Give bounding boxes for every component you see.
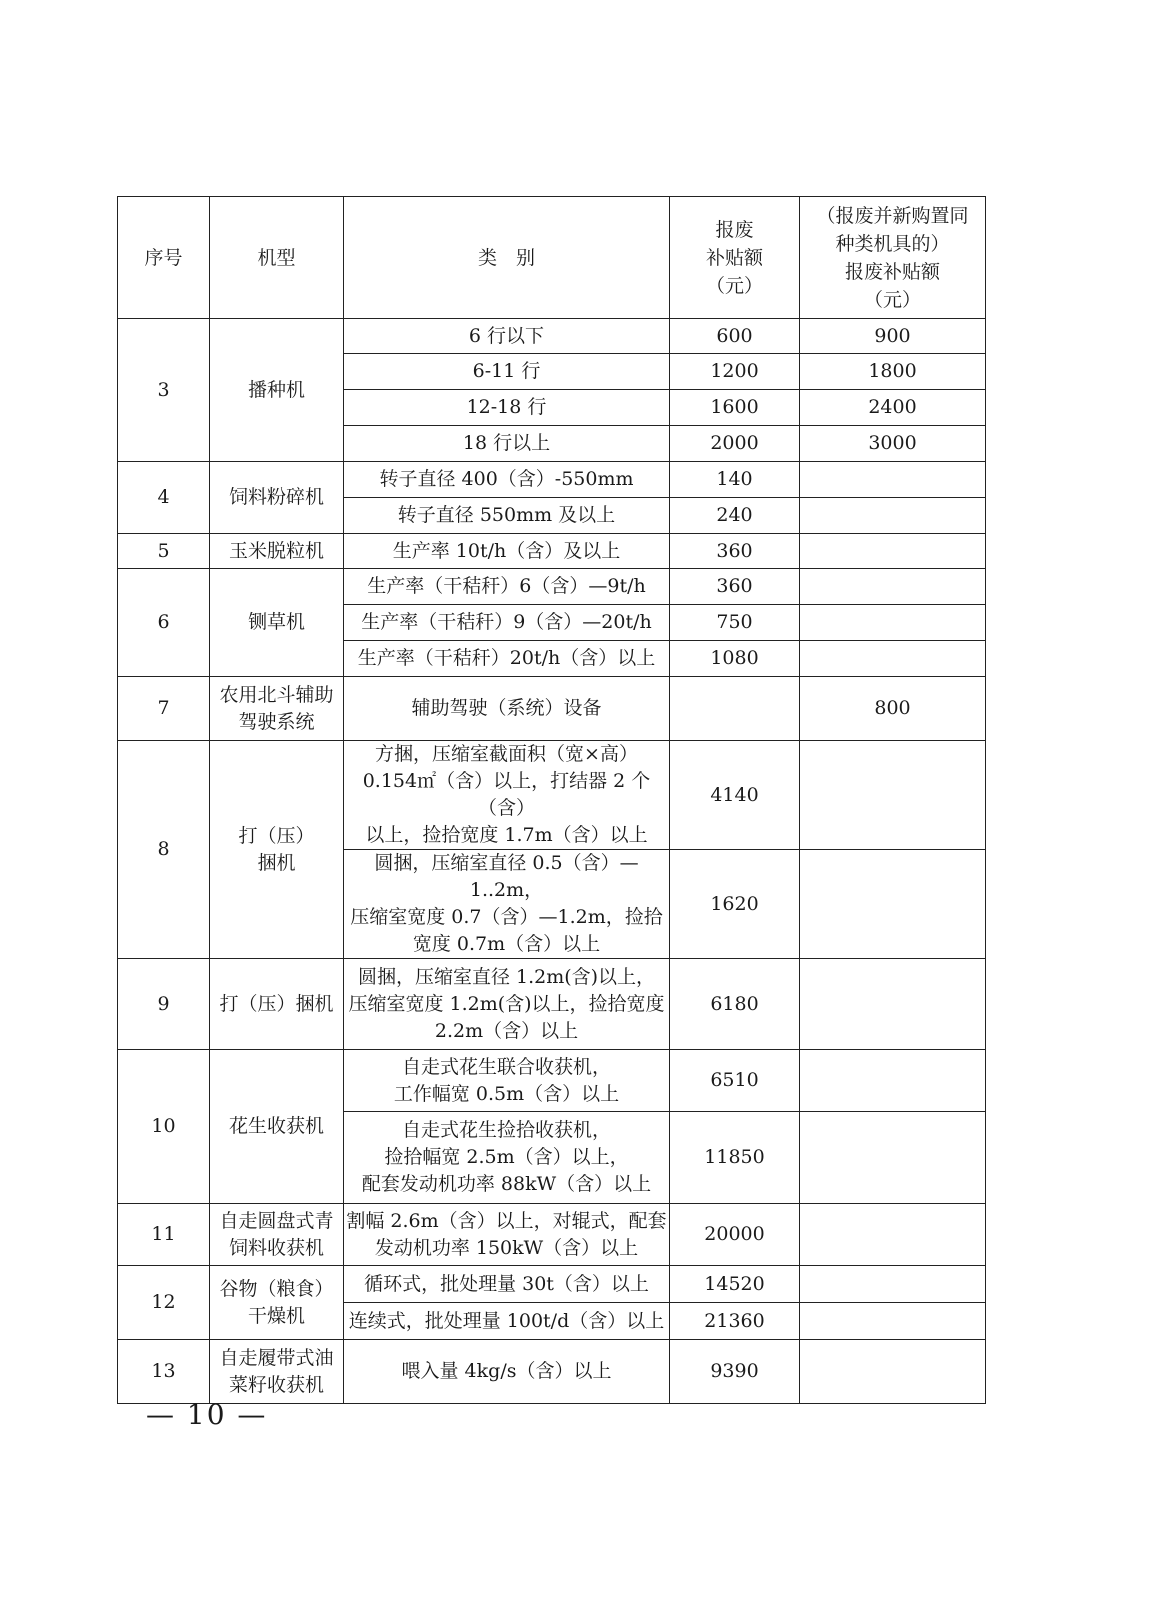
cell-category: 转子直径 550mm 及以上 bbox=[344, 498, 670, 534]
cell-category: 圆捆，压缩室直径 1.2m(含)以上， 压缩室宽度 1.2m(含)以上，捡拾宽度 2.2m（含）以上 bbox=[344, 959, 670, 1050]
cell-subsidy: 6180 bbox=[670, 959, 800, 1050]
cell-subsidy: 1200 bbox=[670, 354, 800, 390]
cell-seq: 3 bbox=[118, 319, 210, 462]
table-body bbox=[118, 319, 986, 1404]
cell-subsidy: 21360 bbox=[670, 1303, 800, 1340]
cell-subsidy: 11850 bbox=[670, 1112, 800, 1204]
cell-category: 方捆，压缩室截面积（宽×高） 0.154㎡（含）以上，打结器 2 个（含） 以上，捡拾宽度 1.7m（含）以上 bbox=[344, 741, 670, 850]
cell-subsidy-new bbox=[800, 1266, 986, 1303]
cell-category: 18 行以上 bbox=[344, 426, 670, 462]
cell-category: 12-18 行 bbox=[344, 390, 670, 426]
cell-subsidy: 20000 bbox=[670, 1204, 800, 1266]
cell-subsidy-new: 900 bbox=[800, 319, 986, 354]
cell-seq: 11 bbox=[118, 1204, 210, 1266]
cell-model: 自走履带式油 菜籽收获机 bbox=[210, 1340, 344, 1404]
header-model: 机型 bbox=[210, 197, 344, 319]
cell-subsidy: 600 bbox=[670, 319, 800, 354]
page-number: — 10 — bbox=[146, 1398, 268, 1431]
cell-seq: 12 bbox=[118, 1266, 210, 1340]
cell-category: 6-11 行 bbox=[344, 354, 670, 390]
cell-category: 生产率（干秸秆）9（含）—20t/h bbox=[344, 605, 670, 641]
cell-model: 打（压）捆机 bbox=[210, 959, 344, 1050]
cell-subsidy bbox=[670, 677, 800, 741]
cell-subsidy: 1080 bbox=[670, 641, 800, 677]
cell-category: 连续式，批处理量 100t/d（含）以上 bbox=[344, 1303, 670, 1340]
cell-subsidy: 1600 bbox=[670, 390, 800, 426]
cell-model: 玉米脱粒机 bbox=[210, 534, 344, 569]
cell-seq: 10 bbox=[118, 1050, 210, 1204]
table-row bbox=[118, 959, 986, 1050]
cell-model: 自走圆盘式青 饲料收获机 bbox=[210, 1204, 344, 1266]
table-row bbox=[118, 1340, 986, 1404]
table-row bbox=[118, 534, 986, 569]
cell-subsidy-new bbox=[800, 462, 986, 498]
cell-subsidy-new: 2400 bbox=[800, 390, 986, 426]
cell-subsidy: 360 bbox=[670, 534, 800, 569]
cell-subsidy-new: 3000 bbox=[800, 426, 986, 462]
header-subsidy-new: （报废并新购置同 种类机具的） 报废补贴额 （元） bbox=[800, 197, 986, 319]
cell-seq: 5 bbox=[118, 534, 210, 569]
table-row bbox=[118, 677, 986, 741]
cell-subsidy-new bbox=[800, 534, 986, 569]
cell-seq: 6 bbox=[118, 569, 210, 677]
cell-subsidy: 1620 bbox=[670, 850, 800, 959]
cell-category: 自走式花生联合收获机， 工作幅宽 0.5m（含）以上 bbox=[344, 1050, 670, 1112]
cell-subsidy-new bbox=[800, 1112, 986, 1204]
cell-subsidy-new bbox=[800, 1340, 986, 1404]
cell-seq: 7 bbox=[118, 677, 210, 741]
cell-subsidy: 6510 bbox=[670, 1050, 800, 1112]
cell-seq: 8 bbox=[118, 741, 210, 959]
cell-seq: 13 bbox=[118, 1340, 210, 1404]
cell-category: 辅助驾驶（系统）设备 bbox=[344, 677, 670, 741]
cell-subsidy-new bbox=[800, 1204, 986, 1266]
cell-subsidy-new bbox=[800, 1050, 986, 1112]
table-row bbox=[118, 1204, 986, 1266]
cell-subsidy-new bbox=[800, 605, 986, 641]
cell-model: 播种机 bbox=[210, 319, 344, 462]
table-row bbox=[118, 462, 986, 498]
cell-category: 喂入量 4kg/s（含）以上 bbox=[344, 1340, 670, 1404]
cell-category: 生产率 10t/h（含）及以上 bbox=[344, 534, 670, 569]
subsidy-table bbox=[117, 196, 986, 1404]
cell-subsidy-new bbox=[800, 959, 986, 1050]
header-subsidy: 报废 补贴额 （元） bbox=[670, 197, 800, 319]
table-row bbox=[118, 1266, 986, 1303]
cell-category: 自走式花生捡拾收获机， 捡拾幅宽 2.5m（含）以上， 配套发动机功率 88kW（含）以上 bbox=[344, 1112, 670, 1204]
cell-subsidy-new: 800 bbox=[800, 677, 986, 741]
cell-subsidy-new bbox=[800, 569, 986, 605]
cell-subsidy: 9390 bbox=[670, 1340, 800, 1404]
cell-model: 花生收获机 bbox=[210, 1050, 344, 1204]
header-seq: 序号 bbox=[118, 197, 210, 319]
cell-model: 打（压） 捆机 bbox=[210, 741, 344, 959]
cell-subsidy: 4140 bbox=[670, 741, 800, 850]
cell-category: 循环式，批处理量 30t（含）以上 bbox=[344, 1266, 670, 1303]
cell-model: 饲料粉碎机 bbox=[210, 462, 344, 534]
cell-subsidy-new bbox=[800, 1303, 986, 1340]
table-header-row bbox=[118, 197, 986, 319]
cell-model: 铡草机 bbox=[210, 569, 344, 677]
cell-seq: 9 bbox=[118, 959, 210, 1050]
table-row bbox=[118, 1050, 986, 1112]
cell-category: 转子直径 400（含）-550mm bbox=[344, 462, 670, 498]
cell-subsidy: 360 bbox=[670, 569, 800, 605]
table-row bbox=[118, 741, 986, 850]
cell-seq: 4 bbox=[118, 462, 210, 534]
cell-subsidy: 140 bbox=[670, 462, 800, 498]
cell-category: 生产率（干秸秆）20t/h（含）以上 bbox=[344, 641, 670, 677]
cell-category: 6 行以下 bbox=[344, 319, 670, 354]
cell-category: 生产率（干秸秆）6（含）—9t/h bbox=[344, 569, 670, 605]
cell-subsidy: 750 bbox=[670, 605, 800, 641]
cell-category: 圆捆，压缩室直径 0.5（含）—1..2m， 压缩室宽度 0.7（含）—1.2m，捡拾 宽度 0.7m（含）以上 bbox=[344, 850, 670, 959]
header-category: 类 别 bbox=[344, 197, 670, 319]
cell-subsidy: 2000 bbox=[670, 426, 800, 462]
cell-subsidy: 240 bbox=[670, 498, 800, 534]
cell-subsidy-new bbox=[800, 850, 986, 959]
table-row bbox=[118, 569, 986, 605]
cell-subsidy-new: 1800 bbox=[800, 354, 986, 390]
cell-model: 谷物（粮食） 干燥机 bbox=[210, 1266, 344, 1340]
cell-subsidy-new bbox=[800, 741, 986, 850]
table-row bbox=[118, 319, 986, 354]
cell-subsidy-new bbox=[800, 498, 986, 534]
cell-model: 农用北斗辅助 驾驶系统 bbox=[210, 677, 344, 741]
cell-subsidy: 14520 bbox=[670, 1266, 800, 1303]
cell-category: 割幅 2.6m（含）以上，对辊式，配套 发动机功率 150kW（含）以上 bbox=[344, 1204, 670, 1266]
cell-subsidy-new bbox=[800, 641, 986, 677]
